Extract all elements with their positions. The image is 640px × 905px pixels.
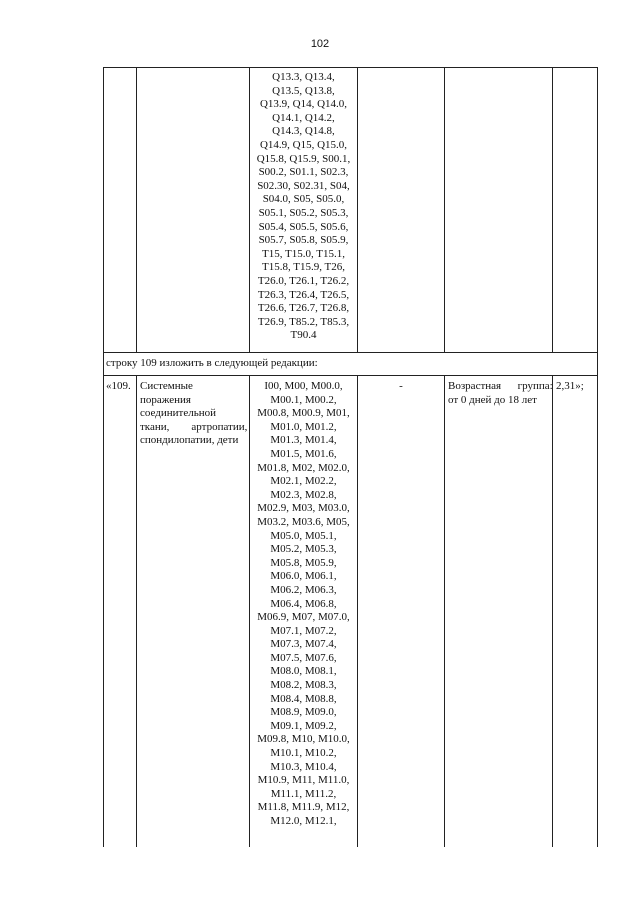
name-line: ткани, артропатии, [140, 420, 248, 433]
code-line: M03.2, M03.6, M05, [257, 515, 350, 528]
code-line: M01.0, M01.2, [270, 420, 337, 433]
code-line: I00, M00, M00.0, [264, 380, 343, 392]
code-line: M05.2, M05.3, [270, 543, 337, 556]
code-line: S04.0, S05, S05.0, [262, 193, 345, 206]
col-sep-1-top [136, 67, 137, 352]
code-line: M02.1, M02.2, [270, 475, 337, 488]
code-line: T15.8, T15.9, T26, [261, 261, 345, 274]
code-line: M07.3, M07.4, [270, 638, 337, 651]
group-name [140, 380, 246, 448]
code-line: T26.3, T26.4, T26.5, [257, 288, 350, 301]
code-line: M08.9, M09.0, [270, 706, 337, 719]
code-line: S05.7, S05.8, S05.9, [258, 234, 349, 247]
col-sep-4-bottom [444, 375, 445, 847]
code-line: Q14.9, Q15, Q15.0, [259, 138, 348, 151]
page-number: 102 [310, 38, 330, 50]
code-line: M06.2, M06.3, [270, 583, 337, 596]
code-line: M11.8, M11.9, M12, [257, 801, 350, 814]
code-line: M02.9, M03, M03.0, [257, 502, 350, 515]
code-line: T90.4 [290, 329, 317, 342]
row-109-codes [250, 380, 357, 829]
code-line: Q14.3, Q14.8, [272, 125, 335, 138]
table-top-border [103, 67, 598, 68]
criteria-line: от 0 дней до 18 лет [448, 393, 537, 406]
code-line: M05.8, M05.9, [270, 556, 337, 569]
name-line: Системные [140, 380, 193, 392]
code-line: S05.4, S05.5, S05.6, [258, 220, 349, 233]
row-number: «109. [106, 380, 131, 392]
prev-row-codes [250, 71, 357, 343]
code-line: T26.6, T26.7, T26.8, [257, 302, 350, 315]
code-line: M05.0, M05.1, [270, 529, 337, 542]
table-right-border [597, 67, 598, 847]
code-line: M06.0, M06.1, [270, 570, 337, 583]
code-line: M01.3, M01.4, [270, 434, 337, 447]
code-line: M08.4, M08.8, [270, 692, 337, 705]
code-line: M11.1, M11.2, [270, 787, 337, 800]
code-line: M02.3, M02.8, [270, 488, 337, 501]
instruction-text: строку 109 изложить в следующей редакции: [106, 357, 318, 369]
table-left-border [103, 67, 104, 847]
coefficient-cell: 2,31»; [556, 380, 584, 392]
code-line: M12.0, M12.1, [270, 815, 337, 827]
code-line: Q13.5, Q13.8, [272, 84, 335, 97]
code-line: M01.8, M02, M02.0, [257, 461, 350, 474]
name-line: соединительной [140, 407, 216, 420]
code-line: Q15.8, Q15.9, S00.1, [256, 152, 351, 165]
code-line: M10.1, M10.2, [270, 747, 337, 760]
code-line: S05.1, S05.2, S05.3, [258, 206, 349, 219]
code-line: T26.0, T26.1, T26.2, [257, 274, 350, 287]
row-divider-2 [103, 375, 598, 376]
code-line: M07.5, M07.6, [270, 651, 337, 664]
code-line: M09.8, M10, M10.0, [257, 733, 350, 746]
code-line: M09.1, M09.2, [270, 719, 337, 732]
code-line: T15, T15.0, T15.1, [261, 247, 345, 260]
tariff-table [103, 67, 598, 847]
code-line: S02.30, S02.31, S04, [257, 179, 350, 192]
code-line: M08.0, M08.1, [270, 665, 337, 678]
col-sep-3-bottom [357, 375, 358, 847]
code-line: Q13.3, Q13.4, [272, 71, 335, 83]
code-line: M00.1, M00.2, [270, 393, 337, 406]
col-sep-3-top [357, 67, 358, 352]
col-sep-4-top [444, 67, 445, 352]
row-divider-1 [103, 352, 598, 353]
dash-cell: - [399, 380, 403, 392]
code-line: M10.9, M11, M11.0, [257, 774, 350, 787]
code-line: M10.3, M10.4, [270, 760, 337, 773]
code-line: Q14.1, Q14.2, [272, 111, 335, 124]
code-line: M00.8, M00.9, M01, [257, 407, 350, 420]
code-line: S00.2, S01.1, S02.3, [258, 166, 349, 179]
criteria-line: Возрастная группа: [448, 380, 553, 392]
code-line: Q13.9, Q14, Q14.0, [259, 98, 348, 111]
name-line: спондилопатии, дети [140, 434, 239, 447]
col-sep-5-bottom [552, 375, 553, 847]
name-line: поражения [140, 393, 191, 406]
col-sep-1-bottom [136, 375, 137, 847]
code-line: M06.9, M07, M07.0, [257, 611, 350, 624]
criteria-cell [448, 380, 553, 407]
col-sep-5-top [552, 67, 553, 352]
code-line: M07.1, M07.2, [270, 624, 337, 637]
code-line: M01.5, M01.6, [270, 447, 337, 460]
code-line: M06.4, M06.8, [270, 597, 337, 610]
code-line: T26.9, T85.2, T85.3, [257, 315, 350, 328]
code-line: M08.2, M08.3, [270, 679, 337, 692]
